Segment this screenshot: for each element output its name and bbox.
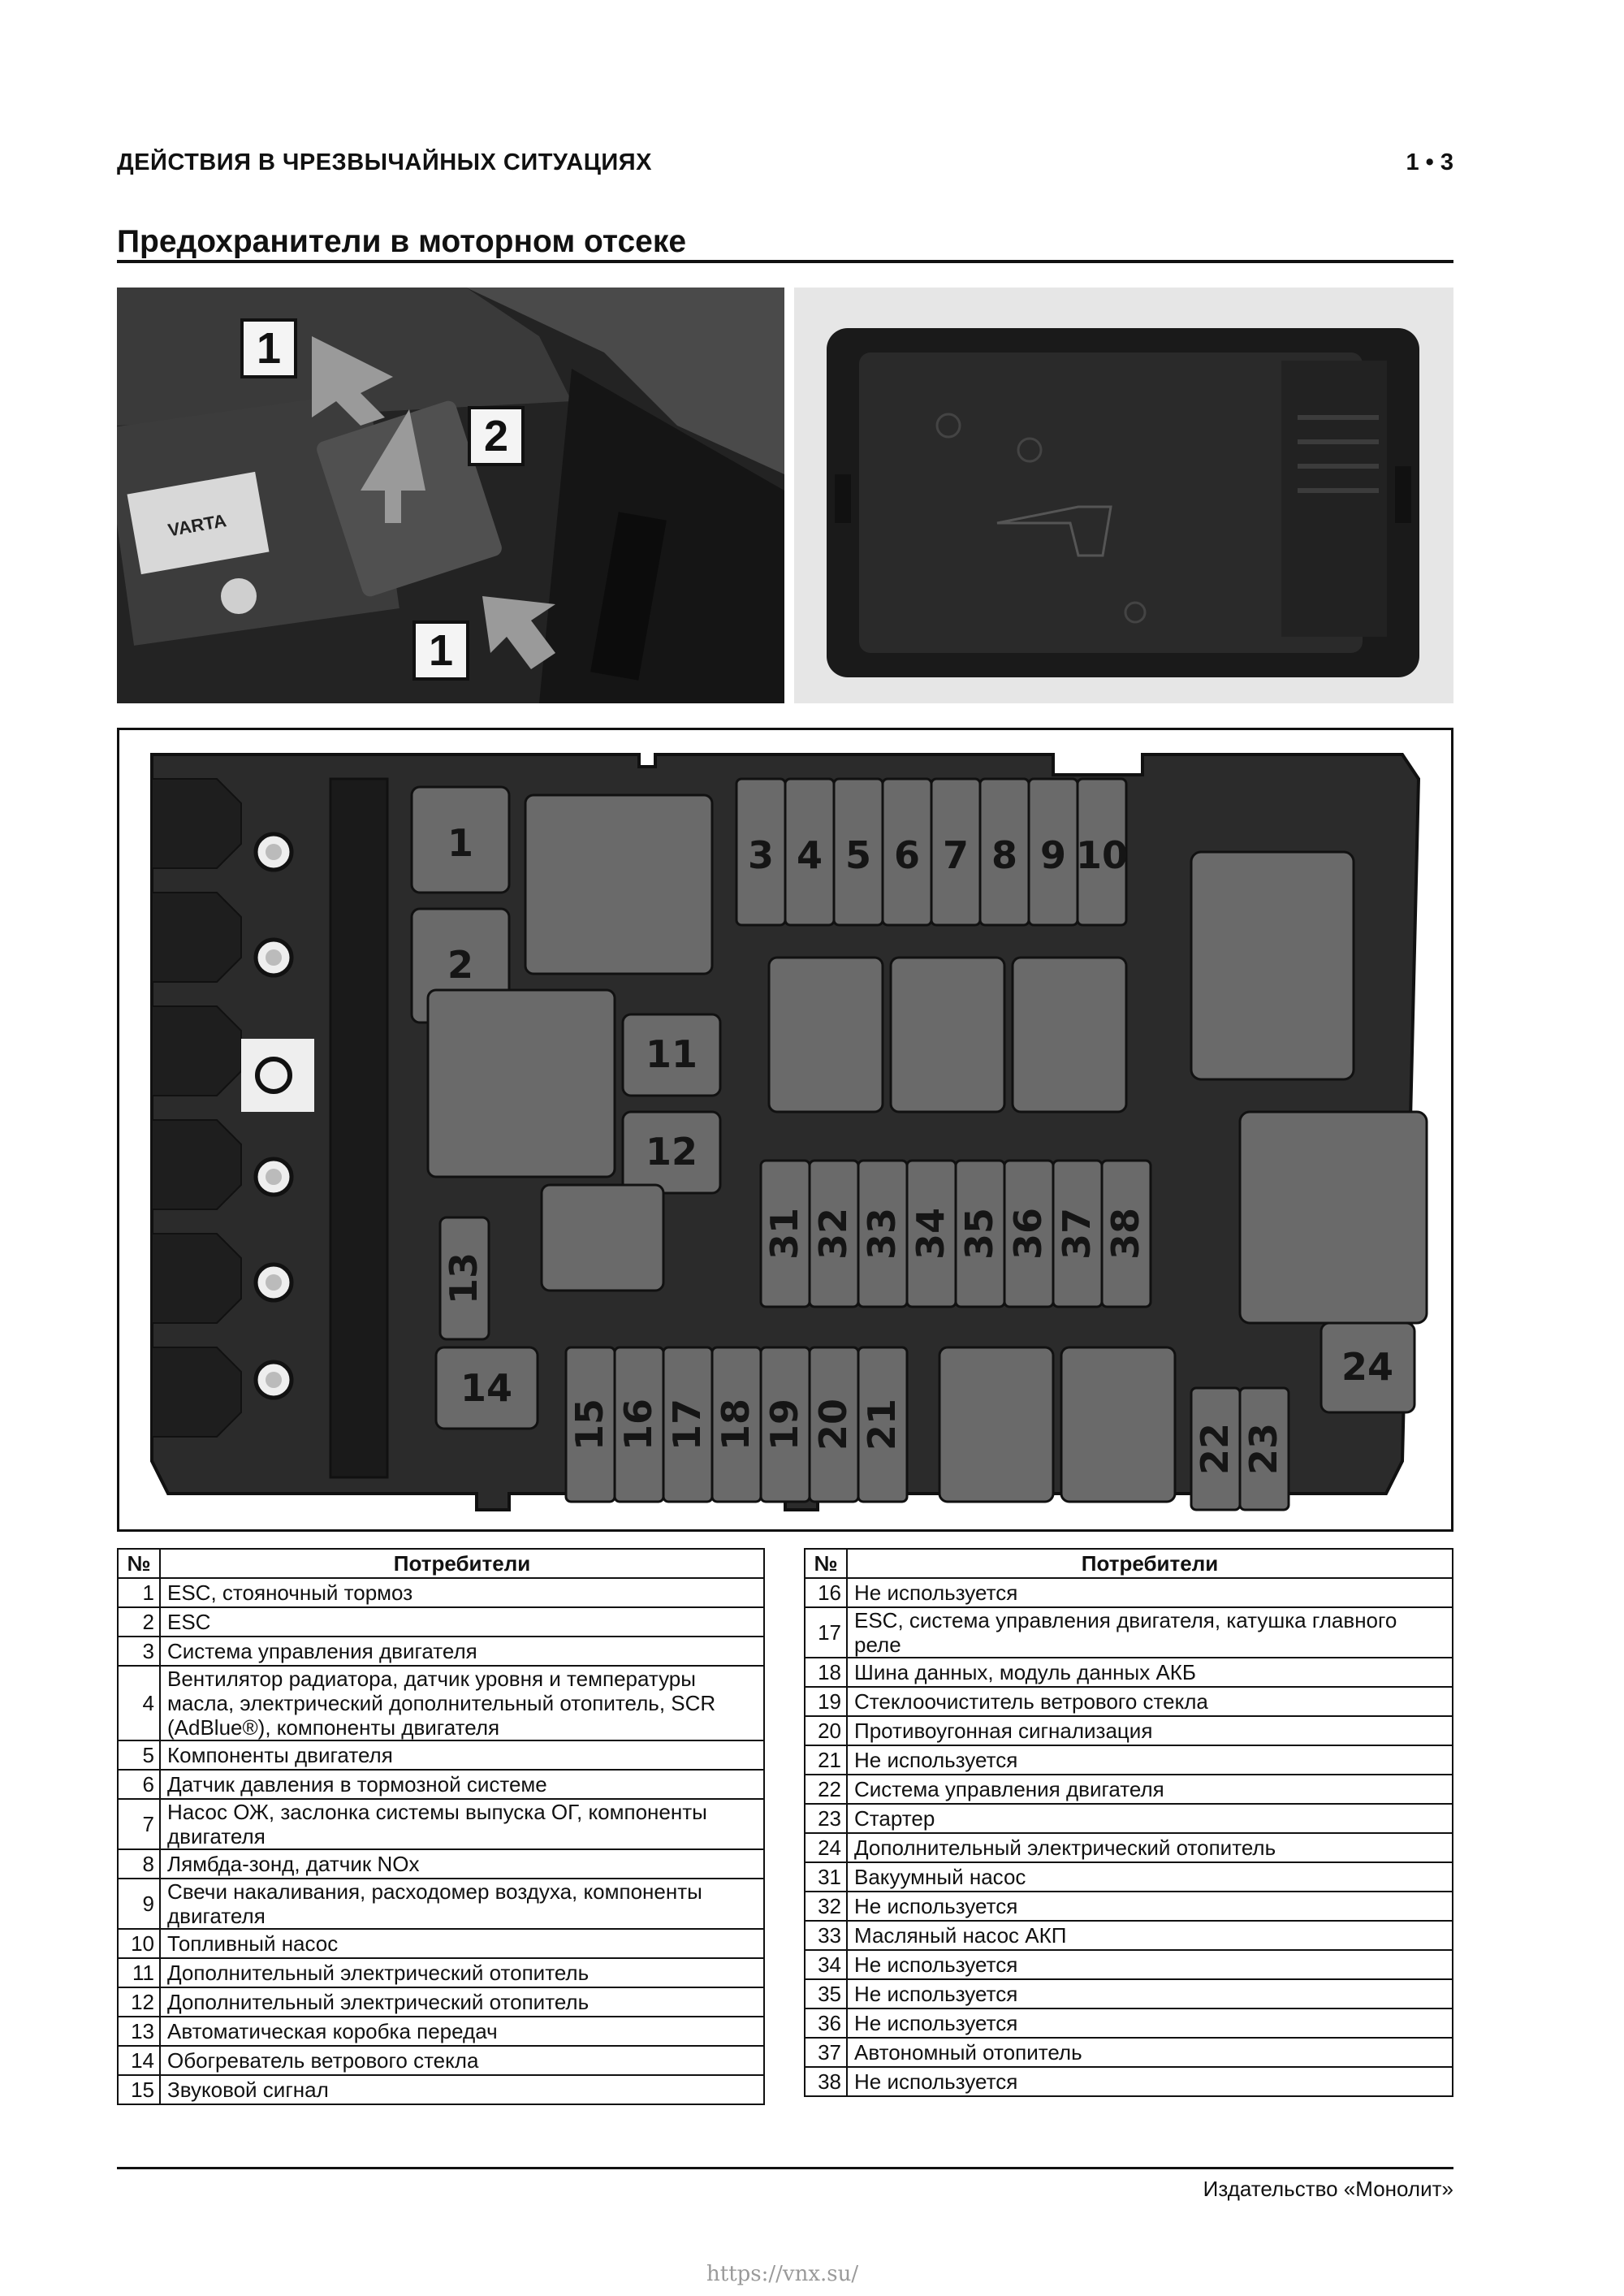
- fuse-label-9: 9: [1039, 833, 1067, 877]
- fuse-consumer: ESC, система управления двигателя, катушка главного реле: [847, 1607, 1453, 1658]
- title-rule: [117, 260, 1453, 263]
- table-header-row: [805, 1549, 1453, 1578]
- fuse-consumer: Звуковой сигнал: [160, 2075, 764, 2104]
- fuse-label-24: 24: [1341, 1345, 1394, 1389]
- table-row: [805, 1979, 1453, 2008]
- fuse-label-16: 16: [616, 1398, 660, 1451]
- fuse-consumer: Шина данных, модуль данных АКБ: [847, 1658, 1453, 1687]
- fuse-label-3: 3: [747, 833, 775, 877]
- fuse-number: 31: [805, 1862, 847, 1892]
- fuse-number: 32: [805, 1892, 847, 1921]
- fuse-label-23: 23: [1242, 1422, 1285, 1476]
- fuse-number: 7: [118, 1799, 160, 1849]
- fuse-consumer: Дополнительный электрический отопитель: [160, 1958, 764, 1987]
- fuse-consumer: Противоугонная сигнализация: [847, 1716, 1453, 1745]
- fuse-consumer: Система управления двигателя: [160, 1637, 764, 1666]
- section-title: ДЕЙСТВИЯ В ЧРЕЗВЫЧАЙНЫХ СИТУАЦИЯХ: [117, 149, 652, 175]
- fuse-number: 14: [118, 2046, 160, 2075]
- fuse-number: 9: [118, 1879, 160, 1929]
- fuse-consumer: ESC: [160, 1607, 764, 1637]
- fuse-consumer: Масляный насос АКП: [847, 1921, 1453, 1950]
- fuse-number: 22: [805, 1775, 847, 1804]
- fuse-label-14: 14: [460, 1366, 513, 1410]
- fuse-number: 10: [118, 1929, 160, 1958]
- fuse-consumer: Насос ОЖ, заслонка системы выпуска ОГ, компоненты двигателя: [160, 1799, 764, 1849]
- fuse-label-2: 2: [447, 943, 474, 987]
- fuse-label-4: 4: [796, 833, 823, 877]
- fuse-label-21: 21: [860, 1398, 904, 1451]
- fuse-consumer: Не используется: [847, 1979, 1453, 2008]
- table-row: [805, 1921, 1453, 1950]
- fuse-number: 2: [118, 1607, 160, 1637]
- fuse-label-37: 37: [1055, 1207, 1099, 1260]
- engine-bay-photo: [117, 288, 784, 703]
- fuse-consumer: Датчик давления в тормозной системе: [160, 1770, 764, 1799]
- fuse-consumer: Стартер: [847, 1804, 1453, 1833]
- table-row: [118, 1799, 764, 1849]
- table-row: [118, 1849, 764, 1879]
- table-row: [118, 2017, 764, 2046]
- table-header-row: [118, 1549, 764, 1578]
- fuse-number: 33: [805, 1921, 847, 1950]
- fuse-number: 38: [805, 2067, 847, 2096]
- fuse-number: 13: [118, 2017, 160, 2046]
- column-header-number: №: [805, 1549, 847, 1578]
- fuse-consumer: Дополнительный электрический отопитель: [847, 1833, 1453, 1862]
- fuse-table-right: [804, 1548, 1453, 2097]
- fuse-number: 34: [805, 1950, 847, 1979]
- watermark-url[interactable]: https://vnx.su/: [706, 2262, 859, 2286]
- fuse-consumer: Обогреватель ветрового стекла: [160, 2046, 764, 2075]
- fuse-number: 11: [118, 1958, 160, 1987]
- fuse-consumer: Не используется: [847, 1892, 1453, 1921]
- fuse-label-38: 38: [1104, 1207, 1147, 1260]
- fuse-consumer: Не используется: [847, 2008, 1453, 2038]
- fuse-consumer: Дополнительный электрический отопитель: [160, 1987, 764, 2017]
- table-row: [805, 1775, 1453, 1804]
- fuse-consumer: Стеклоочиститель ветрового стекла: [847, 1687, 1453, 1716]
- fuse-number: 4: [118, 1666, 160, 1740]
- fuse-consumer: Автономный отопитель: [847, 2038, 1453, 2067]
- fuse-consumer: Вакуумный насос: [847, 1862, 1453, 1892]
- table-row: [805, 1716, 1453, 1745]
- fuse-number: 6: [118, 1770, 160, 1799]
- fuse-number: 17: [805, 1607, 847, 1658]
- fuse-consumer: Лямбда-зонд, датчик NOx: [160, 1849, 764, 1879]
- table-row: [118, 1987, 764, 2017]
- fuse-label-32: 32: [811, 1207, 855, 1260]
- table-row: [805, 1862, 1453, 1892]
- fuse-label-7: 7: [942, 833, 970, 877]
- fuse-label-35: 35: [957, 1207, 1001, 1260]
- table-row: [118, 1740, 764, 1770]
- table-row: [118, 1637, 764, 1666]
- table-row: [118, 1607, 764, 1637]
- battery-brand-label: VARTA: [166, 510, 228, 541]
- table-row: [805, 2067, 1453, 2096]
- fuse-box-cover-illustration: [794, 288, 1453, 703]
- table-row: [118, 1958, 764, 1987]
- fuse-consumer: Система управления двигателя: [847, 1775, 1453, 1804]
- fuse-label-6: 6: [893, 833, 921, 877]
- fuse-box-diagram: [117, 728, 1453, 1532]
- fuse-number: 1: [118, 1578, 160, 1607]
- table-row: [805, 1804, 1453, 1833]
- publisher-credit: Издательство «Монолит»: [1203, 2177, 1453, 2201]
- fuse-number: 19: [805, 1687, 847, 1716]
- fuse-number: 5: [118, 1740, 160, 1770]
- fuse-label-5: 5: [844, 833, 872, 877]
- fuse-consumer: Не используется: [847, 1578, 1453, 1607]
- table-row: [118, 2075, 764, 2104]
- fuse-label-18: 18: [714, 1398, 758, 1451]
- table-row: [805, 1833, 1453, 1862]
- table-row: [805, 2038, 1453, 2067]
- fuse-number: 12: [118, 1987, 160, 2017]
- table-row: [118, 1770, 764, 1799]
- fuse-label-15: 15: [568, 1398, 611, 1451]
- fuse-consumer: Не используется: [847, 1950, 1453, 1979]
- fuse-label-19: 19: [762, 1398, 806, 1451]
- page-number: 1 • 3: [1406, 149, 1453, 175]
- table-row: [118, 1666, 764, 1740]
- table-row: [805, 1892, 1453, 1921]
- fuse-number: 20: [805, 1716, 847, 1745]
- column-header-number: №: [118, 1549, 160, 1578]
- callout-1-top: 1: [240, 318, 297, 378]
- fuse-label-13: 13: [442, 1252, 486, 1305]
- column-header-consumers: Потребители: [160, 1549, 764, 1578]
- fuse-consumer: Свечи накаливания, расходомер воздуха, компоненты двигателя: [160, 1879, 764, 1929]
- table-row: [805, 2008, 1453, 2038]
- fuse-box-cover-photo: [794, 288, 1453, 703]
- table-row: [118, 2046, 764, 2075]
- page-title: Предохранители в моторном отсеке: [117, 224, 687, 259]
- table-row: [805, 1950, 1453, 1979]
- fuse-number: 23: [805, 1804, 847, 1833]
- fuse-number: 35: [805, 1979, 847, 2008]
- fuse-consumer: Вентилятор радиатора, датчик уровня и температуры масла, электрический дополнительный отопитель, SCR (AdBlue®), компоненты двигателя: [160, 1666, 764, 1740]
- table-row: [805, 1607, 1453, 1658]
- fuse-number: 21: [805, 1745, 847, 1775]
- fuse-number: 24: [805, 1833, 847, 1862]
- page-header: [117, 146, 1453, 182]
- fuse-number: 36: [805, 2008, 847, 2038]
- table-row: [805, 1687, 1453, 1716]
- fuse-label-10: 10: [1075, 833, 1129, 877]
- fuse-number: 15: [118, 2075, 160, 2104]
- fuse-label-12: 12: [645, 1130, 698, 1174]
- table-row: [118, 1929, 764, 1958]
- fuse-number: 3: [118, 1637, 160, 1666]
- callout-1-bottom: 1: [412, 620, 469, 681]
- fuse-layout: [119, 730, 1451, 1529]
- fuse-number: 16: [805, 1578, 847, 1607]
- callout-2: 2: [468, 406, 525, 466]
- fuse-consumer: ESC, стояночный тормоз: [160, 1578, 764, 1607]
- fuse-label-33: 33: [860, 1207, 904, 1260]
- fuse-consumer: Не используется: [847, 1745, 1453, 1775]
- fuse-label-11: 11: [645, 1032, 698, 1076]
- fuse-number: 37: [805, 2038, 847, 2067]
- footer-rule: [117, 2167, 1453, 2169]
- table-row: [805, 1745, 1453, 1775]
- fuse-number: 18: [805, 1658, 847, 1687]
- table-row: [118, 1879, 764, 1929]
- fuse-consumer: Не используется: [847, 2067, 1453, 2096]
- fuse-consumer: Топливный насос: [160, 1929, 764, 1958]
- fuse-label-31: 31: [762, 1207, 806, 1260]
- fuse-label-1: 1: [447, 821, 474, 865]
- column-header-consumers: Потребители: [847, 1549, 1453, 1578]
- fuse-consumer: Компоненты двигателя: [160, 1740, 764, 1770]
- fuse-label-22: 22: [1193, 1422, 1237, 1476]
- fuse-label-20: 20: [811, 1398, 855, 1451]
- fuse-label-34: 34: [909, 1207, 952, 1260]
- fuse-table-left: [117, 1548, 765, 2105]
- table-row: [118, 1578, 764, 1607]
- fuse-number: 8: [118, 1849, 160, 1879]
- fuse-label-17: 17: [665, 1398, 709, 1451]
- fuse-label-36: 36: [1006, 1207, 1050, 1260]
- table-row: [805, 1658, 1453, 1687]
- fuse-consumer: Автоматическая коробка передач: [160, 2017, 764, 2046]
- fuse-label-8: 8: [991, 833, 1018, 877]
- table-row: [805, 1578, 1453, 1607]
